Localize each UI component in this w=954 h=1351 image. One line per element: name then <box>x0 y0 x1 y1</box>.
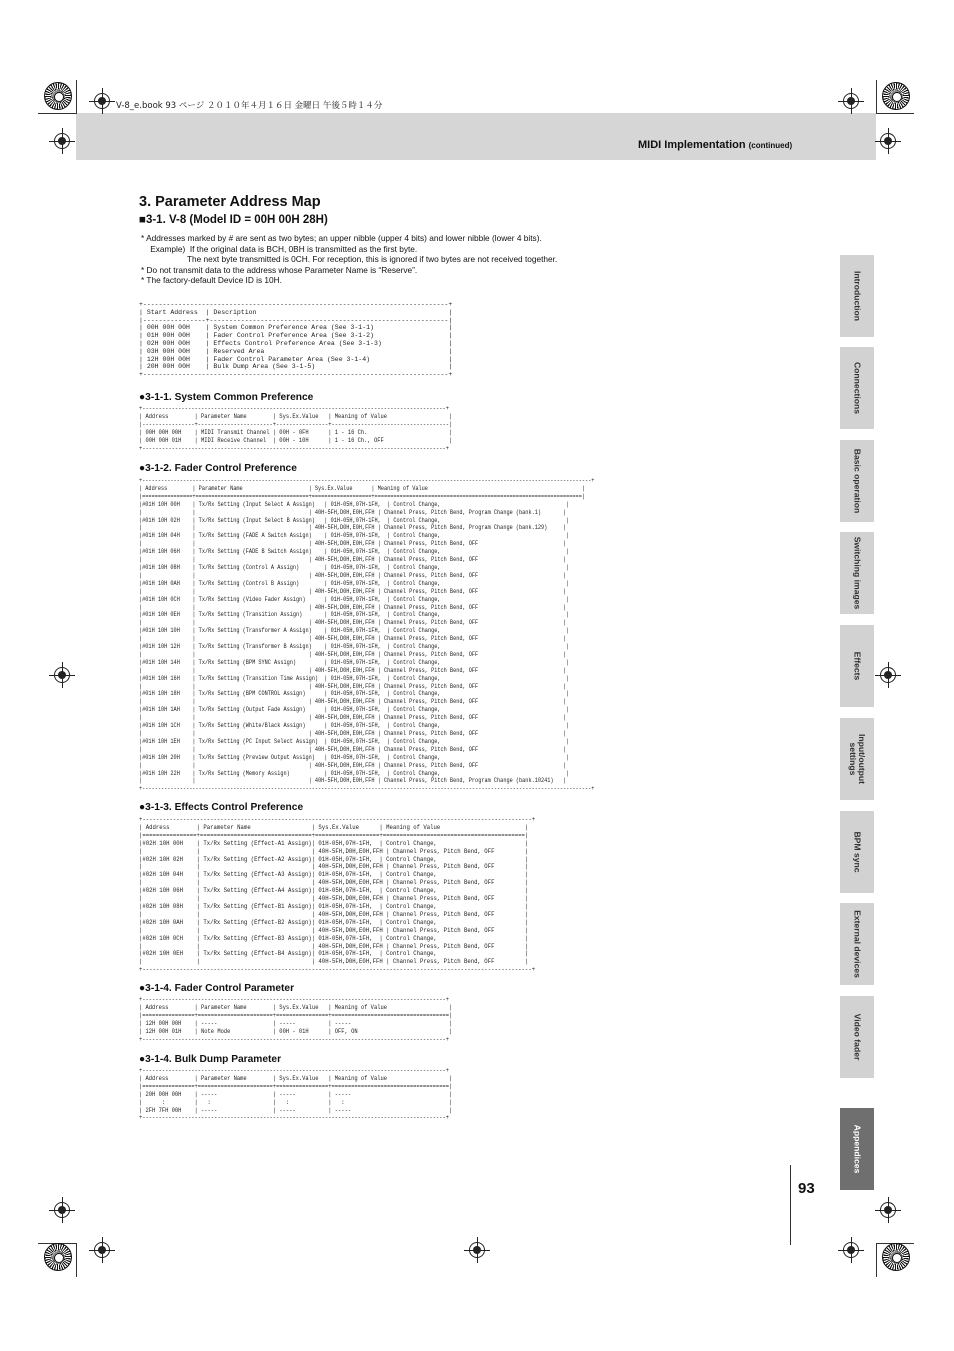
tab-label: Effects <box>852 651 863 681</box>
tab-external-devices[interactable] <box>840 903 874 985</box>
section-heading-3-1-4-fader: ●3-1-4. Fader Control Parameter <box>139 983 295 994</box>
tab-label: External devices <box>852 910 863 978</box>
note-line: Example) If the original data is BCH, 0BH is transmitted as the first byte. <box>141 243 418 254</box>
registration-mark-icon <box>469 1242 485 1258</box>
section-heading-3-1-1: ●3-1-1. System Common Preference <box>139 392 314 403</box>
tab-connections[interactable] <box>840 347 874 429</box>
tab-input-output-settings[interactable] <box>840 718 874 800</box>
note-line: * Addresses marked by # are sent as two bytes; an upper nibble (upper 4 bits) and lower nibble (lower 4 bits). <box>141 233 542 243</box>
page-number: 93 <box>798 1180 815 1197</box>
starburst-mark-icon <box>882 82 910 110</box>
tab-label: Switching images <box>852 536 863 610</box>
tab-label: Input/output settings <box>848 733 867 785</box>
notes-block <box>141 233 781 286</box>
note-line: The next byte transmitted is 0CH. For reception, this is ignored if two bytes are not received together. <box>141 254 558 265</box>
tab-label: Appendices <box>852 1124 863 1174</box>
tab-bpm-sync[interactable] <box>840 811 874 893</box>
fader-parameter-table: +---------------------------------------------------------------------------------------------+ | Address | Parameter Name | Sys.Ex.Value | Meaning of Value | |================+=======================+================+====================================| | 12H 00H 00H | ----- | ----- | ----- | | 12H 00H 01H | Note Mode | 00H - 01H | OFF, ON | +---------------------------------------------------------------------------------------------+ <box>139 996 453 1044</box>
address-map-table: +------------------------------------------------------------------------------+ | Start Address | Description | |----------------+-------------------------------------------------------------| | 00H 00H 00H | System Common Preference Area (See 3-1-1) | | 01H 00H 00H | Fader Control Preference Area (See 3-1-2) | | 02H 00H 00H | Effects Control Preference Area (See 3-1-3) | | 03H 00H 00H | Reserved Area | | 12H 00H 00H | Fader Control Parameter Area (See 3-1-4) | | 20H 00H 00H | Bulk Dump Area (See 3-1-5) | +------------------------------------------------------------------------------+ <box>139 301 453 380</box>
section-heading-3-1-2: ●3-1-2. Fader Control Preference <box>139 463 297 474</box>
registration-mark-icon <box>54 133 70 149</box>
tab-effects[interactable] <box>840 625 874 707</box>
header-band <box>76 113 876 160</box>
tab-label: BPM sync <box>852 831 863 873</box>
page-title: 3. Parameter Address Map <box>139 194 321 210</box>
registration-mark-icon <box>94 1242 110 1258</box>
starburst-mark-icon <box>44 82 72 110</box>
tab-label: Introduction <box>852 270 863 322</box>
tab-label: Video fader <box>852 1013 863 1061</box>
section-subtitle: ■3-1. V-8 (Model ID = 00H 00H 28H) <box>139 214 328 226</box>
note-line: * The factory-default Device ID is 10H. <box>141 275 282 286</box>
print-info: V-8_e.book 93 ページ ２０１０年４月１６日 金曜日 午後５時１４分 <box>116 101 383 111</box>
registration-mark-icon <box>54 1202 70 1218</box>
tab-introduction[interactable] <box>840 255 874 337</box>
header-title-text: MIDI Implementation <box>638 139 746 151</box>
tab-basic-operation[interactable] <box>840 440 874 522</box>
registration-mark-icon <box>54 667 70 683</box>
tab-label: Connections <box>852 361 863 415</box>
registration-mark-icon <box>94 93 110 109</box>
tab-switching-images[interactable] <box>840 532 874 614</box>
tab-label: Basic operation <box>852 448 863 514</box>
tab-video-fader[interactable] <box>840 996 874 1078</box>
header-title <box>638 139 792 151</box>
registration-mark-icon <box>843 93 859 109</box>
bulk-dump-table: +---------------------------------------------------------------------------------------------+ | Address | Parameter Name | Sys.Ex.Value | Meaning of Value | |================+=======================+================+====================================| | 20H 00H 00H | ----- | ----- | ----- | | : | : | : | : | | 2FH 7FH 00H | ----- | ----- | ----- | +---------------------------------------------------------------------------------------------+ <box>139 1067 453 1123</box>
section-heading-3-1-3: ●3-1-3. Effects Control Preference <box>139 802 304 813</box>
starburst-mark-icon <box>44 1243 72 1271</box>
starburst-mark-icon <box>882 1243 910 1271</box>
registration-mark-icon <box>880 133 896 149</box>
registration-mark-icon <box>880 667 896 683</box>
section-heading-bulk-dump: ●3-1-4. Bulk Dump Parameter <box>139 1054 282 1065</box>
fader-control-table: +-----------------------------------------------------------------------------------------------------------------------------------------------+ | Address | Parameter Name | Sys.Ex.Value | Meaning of Value | |================+====================================+===================+==================================================================| |#01H 10H 00H | Tx/Rx Setting (Input Select A Assign) | 01H-05H,07H-1FH, | Control Change, | | | | 40H-5FH,D0H,E0H,FFH | Channel Press, Pitch Bend, Program Change (bank.1) | |#01H 10H 02H | Tx/Rx Setting (Input Select B Assign) | 01H-05H,07H-1FH, | Control Change, | | | | 40H-5FH,D0H,E0H,FFH | Channel Press, Pitch Bend, Program Change (bank.129) | |#01H 10H 04H | Tx/Rx Setting (FADE A Switch Assign) | 01H-05H,07H-1FH, | Control Change, | | | | 40H-5FH,D0H,E0H,FFH | Channel Press, Pitch Bend, OFF | |#01H 10H 06H | Tx/Rx Setting (FADE B Switch Assign) | 01H-05H,07H-1FH, | Control Change, | | | | 40H-5FH,D0H,E0H,FFH | Channel Press, Pitch Bend, OFF | |#01H 10H 08H | Tx/Rx Setting (Control A Assign) | 01H-05H,07H-1FH, | Control Change, | | | | 40H-5FH,D0H,E0H,FFH | Channel Press, Pitch Bend, OFF | |#01H 10H 0AH | Tx/Rx Setting (Control B Assign) | 01H-05H,07H-1FH, | Control Change, | | | | 40H-5FH,D0H,E0H,FFH | Channel Press, Pitch Bend, OFF | |#01H 10H 0CH | Tx/Rx Setting (Video Fader Assign) | 01H-05H,07H-1FH, | Control Change, | | | | 40H-5FH,D0H,E0H,FFH | Channel Press, Pitch Bend, OFF | |#01H 10H 0EH | Tx/Rx Setting (Transition Assign) | 01H-05H,07H-1FH, | Control Change, | | | | 40H-5FH,D0H,E0H,FFH | Channel Press, Pitch Bend, OFF | |#01H 10H 10H | Tx/Rx Setting (Transformer A Assign) | 01H-05H,07H-1FH, | Control Change, | | | | 40H-5FH,D0H,E0H,FFH | Channel Press, Pitch Bend, OFF | |#01H 10H 12H | Tx/Rx Setting (Transformer B Assign) | 01H-05H,07H-1FH, | Control Change, | | | | 40H-5FH,D0H,E0H,FFH | Channel Press, Pitch Bend, OFF | |#01H 10H 14H | Tx/Rx Setting (BPM SYNC Assign) | 01H-05H,07H-1FH, | Control Change, | | | | 40H-5FH,D0H,E0H,FFH | Channel Press, Pitch Bend, OFF | |#01H 10H 16H | Tx/Rx Setting (Transition Time Assign) | 01H-05H,07H-1FH, | Control Change, | | | | 40H-5FH,D0H,E0H,FFH | Channel Press, Pitch Bend, OFF | |#01H 10H 18H | Tx/Rx Setting (BPM CONTROL Assign) | 01H-05H,07H-1FH, | Control Change, | | | | 40H-5FH,D0H,E0H,FFH | Channel Press, Pitch Bend, OFF | |#01H 10H 1AH | Tx/Rx Setting (Output Fade Assign) | 01H-05H,07H-1FH, | Control Change, | | | | 40H-5FH,D0H,E0H,FFH | Channel Press, Pitch Bend, OFF | |#01H 10H 1CH | Tx/Rx Setting (White/Black Assign) | 01H-05H,07H-1FH, | Control Change, | | | | 40H-5FH,D0H,E0H,FFH | Channel Press, Pitch Bend, OFF | |#01H 10H 1EH | Tx/Rx Setting (PC Input Select Assign) | 01H-05H,07H-1FH, | Control Change, | | | | 40H-5FH,D0H,E0H,FFH | Channel Press, Pitch Bend, OFF | |#01H 10H 20H | Tx/Rx Setting (Preview Output Assign) | 01H-05H,07H-1FH, | Control Change, | | | | 40H-5FH,D0H,E0H,FFH | Channel Press, Pitch Bend, OFF | |#01H 10H 22H | Tx/Rx Setting (Memory Assign) | 01H-05H,07H-1FH, | Control Change, | | | | 40H-5FH,D0H,E0H,FFH | Channel Press, Pitch Bend, Program Change (bank.10241) | +-----------------------------------------------------------------------------------------------------------------------------------------------+ <box>139 477 595 794</box>
system-common-table: +---------------------------------------------------------------------------------------------+ | Address | Parameter Name | Sys.Ex.Value | Meaning of Value | |----------------+-----------------------+----------------+------------------------------------| | 00H 00H 00H | MIDI Transmit Channel | 00H - 0FH | 1 - 16 Ch. | | 00H 00H 01H | MIDI Receive Channel | 00H - 10H | 1 - 16 Ch., OFF | +---------------------------------------------------------------------------------------------+ <box>139 405 453 453</box>
note-line: * Do not transmit data to the address whose Parameter Name is “Reserve”. <box>141 264 418 275</box>
registration-mark-icon <box>880 1202 896 1218</box>
header-continued: (continued) <box>748 141 793 150</box>
registration-mark-icon <box>843 1242 859 1258</box>
tab-appendices[interactable] <box>840 1108 874 1190</box>
effects-control-table: +-------------------------------------------------------------------------------------------------------------------+ | Address | Parameter Name | Sys.Ex.Value | Meaning of Value | |================+=================================+===================+==========================================| |#02H 10H 00H | Tx/Rx Setting (Effect-A1 Assign)| 01H-05H,07H-1FH, | Control Change, | | | | 40H-5FH,D0H,E0H,FFH | Channel Press, Pitch Bend, OFF | |#02H 10H 02H | Tx/Rx Setting (Effect-A2 Assign)| 01H-05H,07H-1FH, | Control Change, | | | | 40H-5FH,D0H,E0H,FFH | Channel Press, Pitch Bend, OFF | |#02H 10H 04H | Tx/Rx Setting (Effect-A3 Assign)| 01H-05H,07H-1FH, | Control Change, | | | | 40H-5FH,D0H,E0H,FFH | Channel Press, Pitch Bend, OFF | |#02H 10H 06H | Tx/Rx Setting (Effect-A4 Assign)| 01H-05H,07H-1FH, | Control Change, | | | | 40H-5FH,D0H,E0H,FFH | Channel Press, Pitch Bend, OFF | |#02H 10H 08H | Tx/Rx Setting (Effect-B1 Assign)| 01H-05H,07H-1FH, | Control Change, | | | | 40H-5FH,D0H,E0H,FFH | Channel Press, Pitch Bend, OFF | |#02H 10H 0AH | Tx/Rx Setting (Effect-B2 Assign)| 01H-05H,07H-1FH, | Control Change, | | | | 40H-5FH,D0H,E0H,FFH | Channel Press, Pitch Bend, OFF | |#02H 10H 0CH | Tx/Rx Setting (Effect-B3 Assign)| 01H-05H,07H-1FH, | Control Change, | | | | 40H-5FH,D0H,E0H,FFH | Channel Press, Pitch Bend, OFF | |#02H 10H 0EH | Tx/Rx Setting (Effect-B4 Assign)| 01H-05H,07H-1FH, | Control Change, | | | | 40H-5FH,D0H,E0H,FFH | Channel Press, Pitch Bend, OFF | +-------------------------------------------------------------------------------------------------------------------+ <box>139 816 536 975</box>
